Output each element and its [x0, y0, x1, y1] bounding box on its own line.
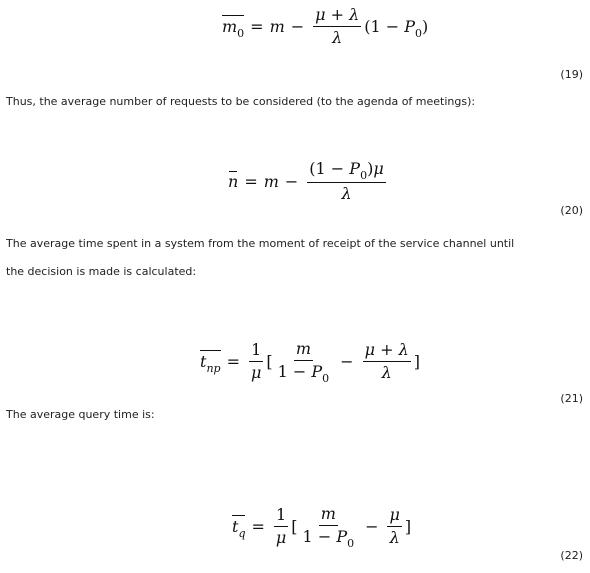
- equation-number-20: (20): [560, 204, 583, 217]
- equation-19: $m_0$ = m − $\frac{\mu + \lambda}{\lambda}$ $(1 - P_0)$: [222, 5, 429, 47]
- equation-21: $t_{np}$ = $\frac{1}{\mu}$ [ $\frac{m}{1 - P_0}$ − $\frac{\mu + \lambda}{\lambda}$ ]: [200, 339, 420, 385]
- paragraph-3: the decision is made is calculated:: [6, 265, 197, 278]
- eq22-coef: $\frac{1}{\mu}$: [275, 505, 287, 547]
- eq21-fraction-2: $\frac{\mu + \lambda}{\lambda}$: [364, 340, 409, 382]
- eq20-lhs: n: [228, 172, 239, 191]
- paragraph-4: The average query time is:: [6, 408, 155, 421]
- eq19-fraction: $\frac{\mu + \lambda}{\lambda}$: [315, 5, 360, 47]
- equation-number-21: (21): [560, 392, 583, 405]
- eq21-coef: $\frac{1}{\mu}$: [250, 340, 262, 382]
- eq21-fraction-1: $\frac{m}{1 - P_0}$: [277, 339, 330, 385]
- eq19-lhs: $m_0$: [222, 17, 245, 40]
- equation-number-19: (19): [560, 68, 583, 81]
- eq22-fraction-1: $\frac{m}{1 - P_0}$: [302, 504, 355, 550]
- eq22-fraction-2: $\frac{\mu}{\lambda}$: [389, 505, 400, 547]
- paragraph-2: The average time spent in a system from the moment of receipt of the service channel until: [6, 237, 515, 250]
- eq22-lhs: $t_q$: [232, 517, 246, 540]
- eq21-lhs: $t_{np}$: [200, 352, 221, 375]
- equation-22: $t_q$ = $\frac{1}{\mu}$ [ $\frac{m}{1 - P_0}$ − $\frac{\mu}{\lambda}$ ]: [232, 504, 412, 550]
- paragraph-1: Thus, the average number of requests to be considered (to the agenda of meetings):: [6, 95, 476, 108]
- equation-20: n = m − $\frac{(1 - P_0)\mu}{\lambda}$: [228, 159, 384, 203]
- equation-number-22: (22): [560, 549, 583, 562]
- eq20-fraction: $\frac{(1 - P_0)\mu}{\lambda}$: [309, 159, 384, 203]
